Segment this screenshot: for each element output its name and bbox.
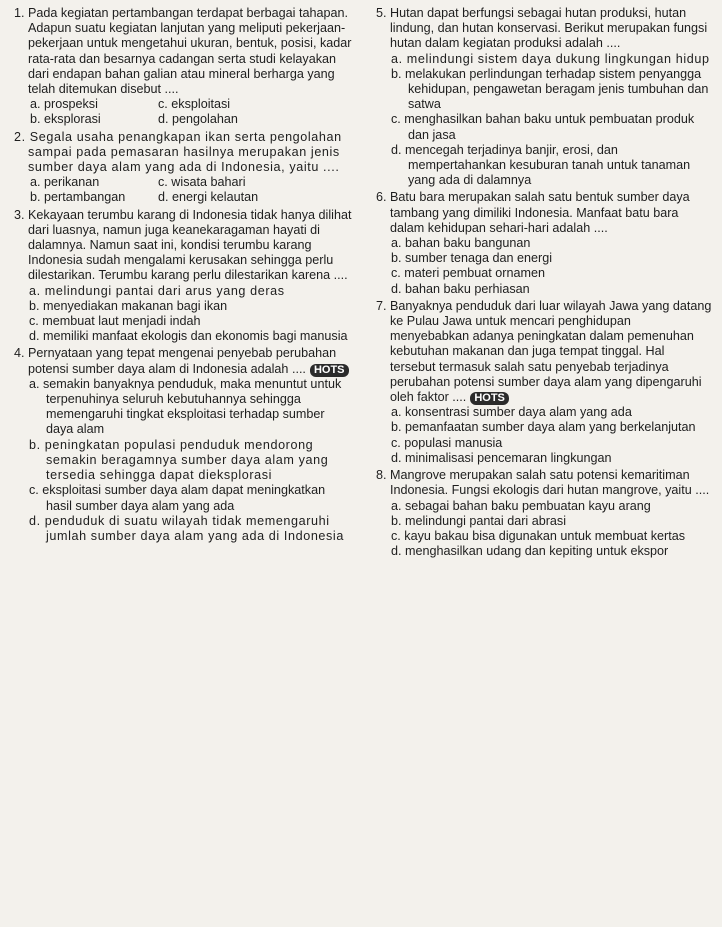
option-a: a. prospeksi: [30, 97, 98, 112]
option-a: a. konsentrasi sumber daya alam yang ada: [391, 405, 632, 420]
question-stem: 3. Kekayaan terumbu karang di Indonesia tidak hanya dilihat dari luasnya, namun juga keanekaragaman hayati di dalamnya. Namun saat ini, kondisi terumbu karang Indonesia sudah mengalami kerusakan sehingga perlu dilestarikan. Terumbu karang perlu dilestarikan karena ....: [14, 207, 352, 283]
question-stem: 2. Segala usaha penangkapan ikan serta pengolahan sampai pada pemasaran hasilnya merupakan jenis sumber daya alam yang ada di Indonesia, yaitu ....: [14, 129, 342, 175]
option-d: d. memiliki manfaat ekologis dan ekonomis bagi manusia: [29, 329, 348, 344]
option-a: a. sebagai bahan baku pembuatan kayu arang: [391, 498, 651, 513]
question-4: [14, 346, 352, 544]
option-b: b. pertambangan: [30, 190, 126, 205]
option-d: d. pengolahan: [158, 112, 238, 127]
option-a: a. semakin banyaknya penduduk, maka menuntut untuk terpenuhinya seluruh kebutuhannya sehingga memengaruhi tingkat eksploitasi terhadap sumber daya alam: [29, 376, 342, 437]
question-3: [14, 208, 352, 345]
option-d: d. penduduk di suatu wilayah tidak memengaruhi jumlah sumber daya alam yang ada di Indonesia: [29, 513, 344, 543]
right-column: [376, 6, 712, 561]
question-1: [14, 6, 352, 128]
question-7: [376, 299, 712, 466]
option-d: d. minimalisasi pencemaran lingkungan: [391, 450, 612, 465]
question-2: [14, 130, 352, 206]
hots-badge: HOTS: [310, 364, 349, 377]
option-d: d. menghasilkan udang dan kepiting untuk ekspor: [391, 544, 669, 559]
option-c: c. membuat laut menjadi indah: [29, 314, 201, 329]
question-stem: 5. Hutan dapat berfungsi sebagai hutan produksi, hutan lindung, dan hutan konservasi. Berikut merupakan fungsi hutan dalam kegiatan produksi adalah ....: [376, 6, 708, 51]
question-stem: 8. Mangrove merupakan salah satu potensi kemaritiman Indonesia. Fungsi ekologis dari hutan mangrove, yaitu ....: [376, 468, 710, 498]
question-text: 4. Pernyataan yang tepat mengenai penyebab perubahan potensi sumber daya alam di Indonesia adalah ....: [14, 346, 337, 376]
option-b: b. melakukan perlindungan terhadap sistem penyangga kehidupan, pengawetan beragam jenis tumbuhan dan satwa: [391, 66, 709, 112]
question-5: [376, 6, 712, 188]
option-d: d. bahan baku perhiasan: [391, 281, 530, 296]
option-b: b. melindungi pantai dari abrasi: [391, 513, 567, 528]
option-a: a. perikanan: [30, 175, 100, 190]
question-stem: [376, 299, 712, 405]
option-a: a. bahan baku bangunan: [391, 236, 531, 251]
option-c: c. populasi manusia: [391, 435, 503, 450]
question-stem: [14, 346, 352, 376]
option-c: c. wisata bahari: [158, 175, 246, 190]
question-text: 7. Banyaknya penduduk dari luar wilayah Jawa yang datang ke Pulau Jawa untuk mencari penghidupan menyebabkan adanya peningkatan dalam pemenuhan kebutuhan makanan dan juga tempat tinggal. Hal tersebut termasuk salah satu penyebab terjadinya perubahan potensi sumber daya alam yang dipengaruhi oleh faktor ....: [376, 298, 712, 405]
question-stem: 6. Batu bara merupakan salah satu bentuk sumber daya tambang yang dimiliki Indonesia. Manfaat batu bara dalam kehidupan sehari-hari adalah ....: [376, 190, 690, 235]
option-a: a. melindungi sistem daya dukung lingkungan hidup: [391, 51, 710, 66]
left-column: [14, 6, 352, 546]
option-b: b. sumber tenaga dan energi: [391, 251, 553, 266]
option-b: b. pemanfaatan sumber daya alam yang berkelanjutan: [391, 420, 696, 435]
hots-badge: HOTS: [470, 392, 509, 405]
option-c: c. menghasilkan bahan baku untuk pembuatan produk dan jasa: [391, 112, 695, 142]
option-c: c. materi pembuat ornamen: [391, 266, 545, 281]
option-b: b. menyediakan makanan bagi ikan: [29, 298, 228, 313]
option-b: b. peningkatan populasi penduduk mendorong semakin beragamnya sumber daya alam yang tersedia sehingga dapat dieksplorasi: [29, 437, 329, 483]
option-c: c. eksploitasi: [158, 97, 231, 112]
option-d: d. mencegah terjadinya banjir, erosi, dan mempertahankan kesuburan tanah untuk tanaman yang ada di dalamnya: [391, 142, 691, 188]
option-c: c. kayu bakau bisa digunakan untuk membuat kertas: [391, 528, 686, 543]
option-d: d. energi kelautan: [158, 190, 259, 205]
question-8: [376, 468, 712, 559]
option-c: c. eksploitasi sumber daya alam dapat meningkatkan hasil sumber daya alam yang ada: [29, 483, 326, 513]
option-a: a. melindungi pantai dari arus yang deras: [29, 283, 285, 298]
question-6: [376, 190, 712, 296]
option-b: b. eksplorasi: [30, 112, 101, 127]
question-stem: 1. Pada kegiatan pertambangan terdapat berbagai tahapan. Adapun suatu kegiatan lanjutan yang meliputi pekerjaan-pekerjaan untuk mengetahui ukuran, bentuk, posisi, kadar rata-rata dan besarnya cadangan serta studi kelayakan dari endapan bahan galian atau mineral berharga yang telah ditemukan disebut ....: [14, 6, 352, 97]
